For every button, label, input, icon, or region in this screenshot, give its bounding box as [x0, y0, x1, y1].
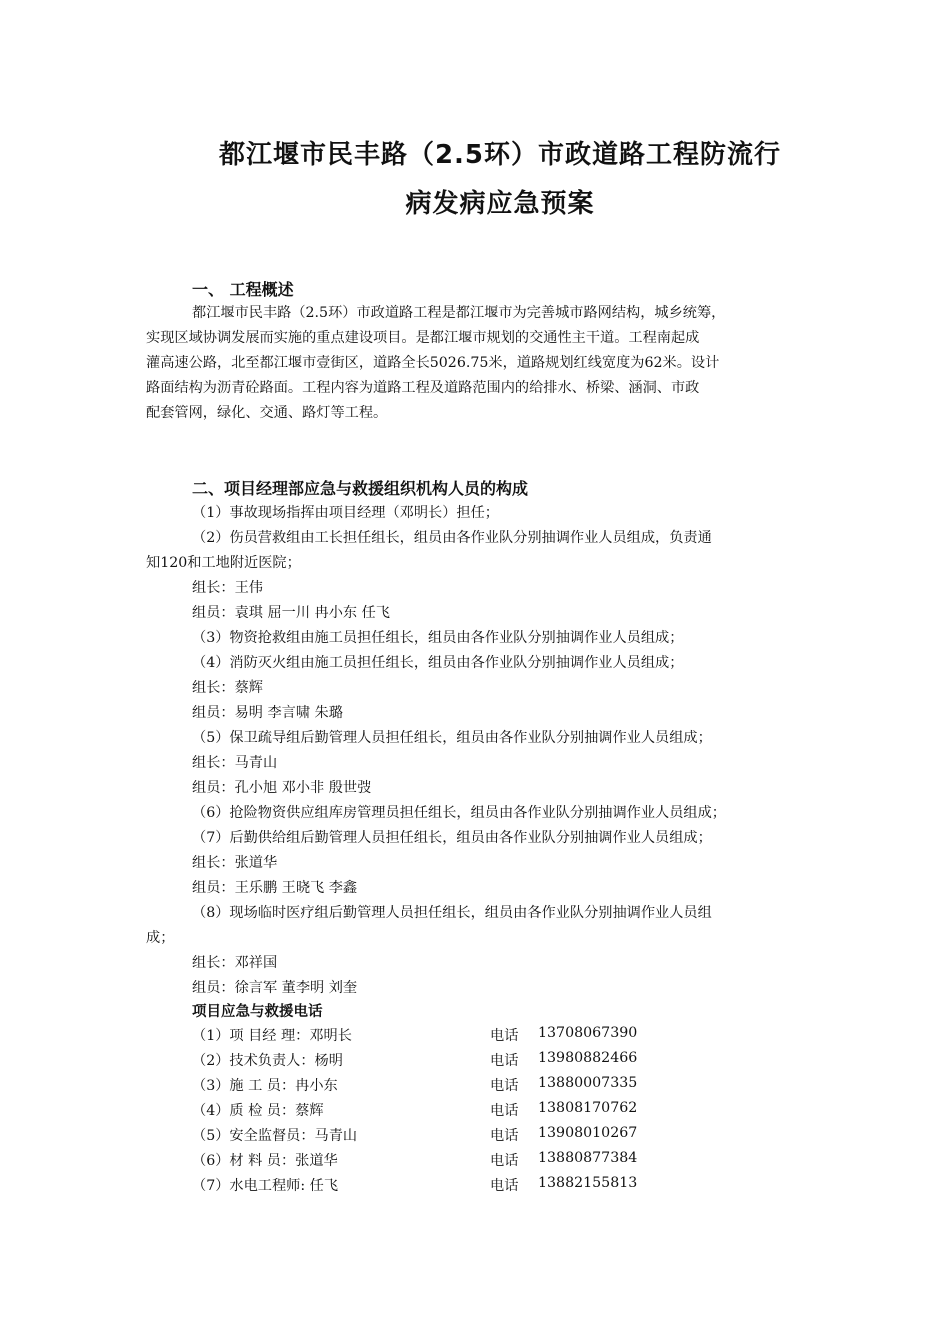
- phone-label: 电话: [490, 1128, 519, 1144]
- section-2-line: 组长：邓祥国: [192, 955, 278, 971]
- section-2-line: 成；: [146, 930, 175, 946]
- section-2-line: （6）抢险物资供应组库房管理员担任组长，组员由各作业队分别抽调作业人员组成；: [192, 805, 726, 821]
- phone-row: [192, 1125, 652, 1145]
- section-2-line: （5）保卫疏导组后勤管理人员担任组长，组员由各作业队分别抽调作业人员组成；: [192, 730, 712, 746]
- phone-number: 13880877384: [538, 1150, 638, 1166]
- section-2-line: 组员：易明 李言啸 朱璐: [192, 705, 343, 721]
- phone-label: 电话: [490, 1103, 519, 1119]
- section-2-line: （8）现场临时医疗组后勤管理人员担任组长，组员由各作业队分别抽调作业人员组: [192, 905, 712, 921]
- section-2-line: （3）物资抢救组由施工员担任组长，组员由各作业队分别抽调作业人员组成；: [192, 630, 684, 646]
- phone-role: （5）安全监督员：马青山: [192, 1128, 358, 1144]
- section-2-line: 组长：张道华: [192, 855, 278, 871]
- section-2-line: （4）消防灭火组由施工员担任组长，组员由各作业队分别抽调作业人员组成；: [192, 655, 684, 671]
- section-2-line: 知120和工地附近医院；: [146, 555, 301, 571]
- phone-number: 13980882466: [538, 1050, 638, 1066]
- phone-number: 13708067390: [538, 1025, 638, 1041]
- section-2-heading: 二、项目经理部应急与救援组织机构人员的构成: [192, 479, 529, 498]
- section-2-line: 组员：袁琪 屈一川 冉小东 任飞: [192, 605, 390, 621]
- phone-row: [192, 1175, 652, 1195]
- section-1-paragraph-line: 路面结构为沥青砼路面。工程内容为道路工程及道路范围内的给排水、桥梁、涵洞、市政: [146, 380, 700, 396]
- phone-list-heading: 项目应急与救援电话: [192, 1004, 323, 1020]
- phone-row: [192, 1025, 652, 1045]
- phone-row: [192, 1075, 652, 1095]
- section-2-line: （7）后勤供给组后勤管理人员担任组长，组员由各作业队分别抽调作业人员组成；: [192, 830, 712, 846]
- section-2-line: （1）事故现场指挥由项目经理（邓明长）担任；: [192, 505, 499, 521]
- section-1-heading: 一、 工程概述: [192, 280, 294, 299]
- section-2-line: 组长：王伟: [192, 580, 263, 596]
- phone-label: 电话: [490, 1053, 519, 1069]
- section-2-line: 组员：徐言军 董李明 刘奎: [192, 980, 358, 996]
- section-2-line: （2）伤员营救组由工长担任组长，组员由各作业队分别抽调作业人员组成，负责通: [192, 530, 712, 546]
- section-2-line: 组长：马青山: [192, 755, 278, 771]
- phone-number: 13880007335: [538, 1075, 638, 1091]
- phone-role: （3）施 工 员：冉小东: [192, 1078, 338, 1094]
- phone-label: 电话: [490, 1178, 519, 1194]
- phone-label: 电话: [490, 1153, 519, 1169]
- phone-number: 13882155813: [538, 1175, 638, 1191]
- phone-label: 电话: [490, 1078, 519, 1094]
- section-2-line: 组员：孔小旭 邓小非 殷世弢: [192, 780, 372, 796]
- phone-number: 13808170762: [538, 1100, 638, 1116]
- document-title-line-2: 病发病应急预案: [405, 189, 595, 219]
- phone-row: [192, 1100, 652, 1120]
- phone-role: （1）项 目经 理：邓明长: [192, 1028, 352, 1044]
- phone-row: [192, 1050, 652, 1070]
- phone-role: （2）技术负责人：杨明: [192, 1053, 343, 1069]
- section-1-paragraph-line: 实现区域协调发展而实施的重点建设项目。是都江堰市规划的交通性主干道。工程南起成: [146, 330, 700, 346]
- phone-number: 13908010267: [538, 1125, 638, 1141]
- section-1-paragraph-line: 配套管网，绿化、交通、路灯等工程。: [146, 405, 388, 421]
- section-1-paragraph-line: 灌高速公路，北至都江堰市壹街区，道路全长5026.75米，道路规划红线宽度为62米。设计: [146, 355, 720, 371]
- phone-role: （6）材 料 员：张道华: [192, 1153, 338, 1169]
- phone-role: （7）水电工程师: 任飞: [192, 1178, 339, 1194]
- section-1-paragraph-line: 都江堰市民丰路（2.5环）市政道路工程是都江堰市为完善城市路网结构，城乡统筹，: [192, 305, 726, 321]
- section-2-line: 组员：王乐鹏 王晓飞 李鑫: [192, 880, 358, 896]
- phone-row: [192, 1150, 652, 1170]
- phone-label: 电话: [490, 1028, 519, 1044]
- document-title-line-1: 都江堰市民丰路（2.5环）市政道路工程防流行: [218, 140, 782, 170]
- section-2-line: 组长：蔡辉: [192, 680, 263, 696]
- phone-role: （4）质 检 员：蔡辉: [192, 1103, 324, 1119]
